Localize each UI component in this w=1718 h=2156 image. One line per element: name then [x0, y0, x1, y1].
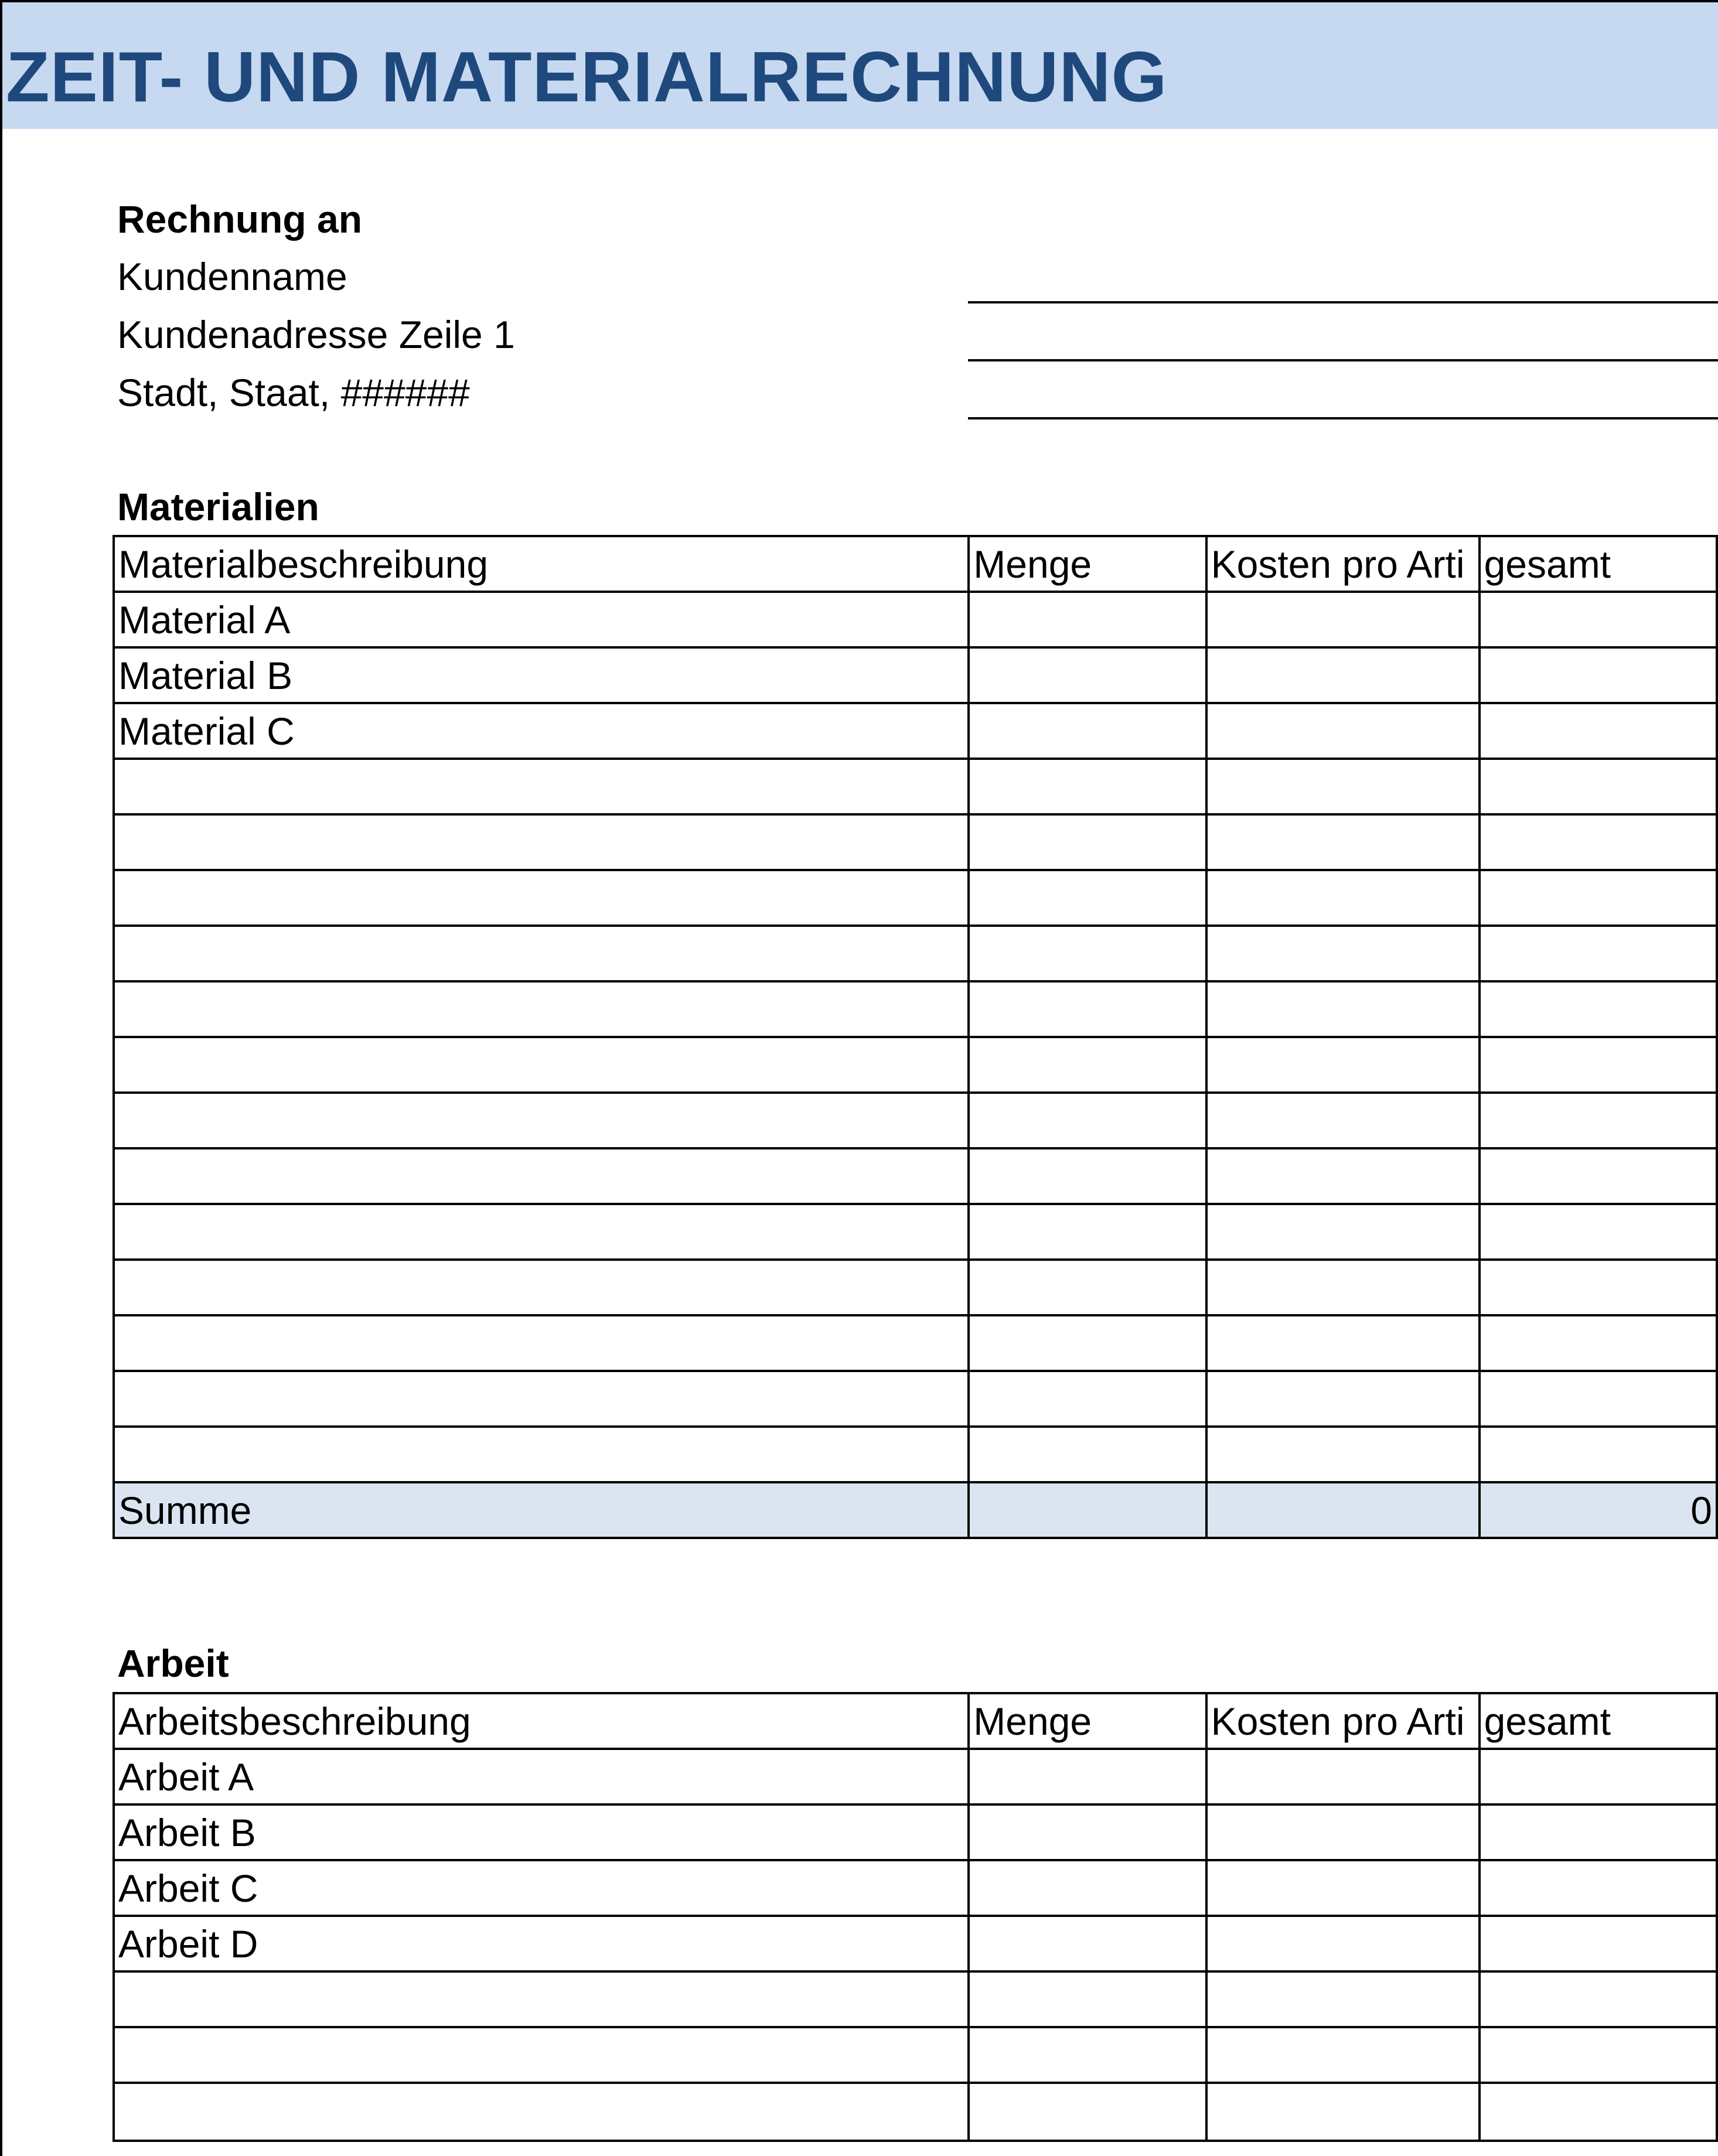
table-cell[interactable] — [1480, 1093, 1717, 1148]
table-cell[interactable] — [1480, 870, 1717, 926]
table-row — [114, 1860, 1717, 1916]
table-cell[interactable] — [1206, 703, 1480, 759]
table-cell[interactable] — [969, 814, 1206, 870]
table-row — [114, 2083, 1717, 2141]
table-cell[interactable] — [114, 1971, 969, 2027]
table-row — [114, 926, 1717, 981]
table-row — [114, 703, 1717, 759]
total-unit-cost — [1206, 1482, 1480, 1538]
table-cell[interactable] — [1480, 1260, 1717, 1315]
table-cell[interactable] — [1206, 1371, 1480, 1427]
table-cell[interactable] — [1206, 1427, 1480, 1482]
table-row — [114, 1315, 1717, 1371]
labor-table — [113, 1692, 1718, 2142]
table-cell[interactable] — [1480, 981, 1717, 1037]
table-cell[interactable] — [114, 1315, 969, 1371]
column-header: Menge — [969, 1693, 1206, 1749]
table-cell[interactable] — [969, 647, 1206, 703]
total-qty — [969, 1482, 1206, 1538]
table-cell[interactable] — [969, 981, 1206, 1037]
table-cell[interactable] — [1480, 592, 1717, 647]
table-row — [114, 1148, 1717, 1204]
table-row — [114, 981, 1717, 1037]
table-cell[interactable]: Material B — [114, 647, 969, 703]
table-cell[interactable] — [1480, 1804, 1717, 1860]
table-cell[interactable] — [969, 2083, 1206, 2141]
title-bar — [2, 2, 1718, 129]
table-cell[interactable] — [969, 1204, 1206, 1260]
table-cell[interactable] — [114, 759, 969, 814]
table-cell[interactable] — [1480, 1204, 1717, 1260]
table-cell[interactable] — [1206, 1204, 1480, 1260]
table-row — [114, 1093, 1717, 1148]
table-cell[interactable] — [969, 1916, 1206, 1971]
table-cell[interactable] — [969, 1260, 1206, 1315]
total-value: 0 — [1480, 1482, 1717, 1538]
table-row — [114, 1804, 1717, 1860]
table-cell[interactable] — [1480, 759, 1717, 814]
table-row — [114, 2027, 1717, 2083]
table-cell[interactable] — [1206, 1260, 1480, 1315]
table-cell[interactable] — [114, 926, 969, 981]
table-cell[interactable] — [1480, 1749, 1717, 1804]
table-cell[interactable]: Arbeit C — [114, 1860, 969, 1916]
table-cell[interactable] — [1206, 981, 1480, 1037]
table-cell[interactable] — [114, 814, 969, 870]
bill-to-line-1[interactable] — [968, 301, 1718, 303]
table-cell[interactable] — [114, 1371, 969, 1427]
table-cell[interactable] — [1480, 703, 1717, 759]
table-cell[interactable] — [114, 870, 969, 926]
table-cell[interactable] — [114, 2027, 969, 2083]
table-cell[interactable] — [1480, 2027, 1717, 2083]
table-cell[interactable] — [1480, 1148, 1717, 1204]
table-cell[interactable] — [1206, 1860, 1480, 1916]
table-cell[interactable] — [969, 703, 1206, 759]
table-cell[interactable] — [114, 1427, 969, 1482]
table-cell[interactable]: Arbeit A — [114, 1749, 969, 1804]
table-cell[interactable] — [969, 1371, 1206, 1427]
materials-table — [113, 535, 1718, 1539]
table-row — [114, 1371, 1717, 1427]
table-cell[interactable]: Arbeit D — [114, 1916, 969, 1971]
table-cell[interactable] — [114, 2083, 969, 2141]
table-row — [114, 1037, 1717, 1093]
table-cell[interactable]: Material C — [114, 703, 969, 759]
labor-heading: Arbeit — [117, 1642, 229, 1685]
table-cell[interactable] — [1206, 1148, 1480, 1204]
table-row — [114, 1427, 1717, 1482]
table-cell[interactable]: Arbeit B — [114, 1804, 969, 1860]
table-row — [114, 759, 1717, 814]
table-cell[interactable] — [969, 2027, 1206, 2083]
table-row — [114, 1749, 1717, 1804]
column-header: Arbeitsbeschreibung — [114, 1693, 969, 1749]
table-cell[interactable] — [1480, 1037, 1717, 1093]
table-cell[interactable] — [1206, 2027, 1480, 2083]
table-row — [114, 814, 1717, 870]
table-cell[interactable] — [969, 1860, 1206, 1916]
table-cell[interactable] — [969, 926, 1206, 981]
table-cell[interactable] — [1206, 759, 1480, 814]
table-cell[interactable] — [1206, 814, 1480, 870]
table-cell[interactable] — [114, 1204, 969, 1260]
customer-city[interactable]: Stadt, Staat, ###### — [117, 371, 470, 414]
table-cell[interactable] — [1206, 647, 1480, 703]
table-cell[interactable] — [969, 1427, 1206, 1482]
table-cell[interactable] — [1206, 1037, 1480, 1093]
column-header: Menge — [969, 536, 1206, 592]
table-cell[interactable] — [114, 1148, 969, 1204]
table-cell[interactable] — [1206, 1804, 1480, 1860]
table-cell[interactable] — [1480, 814, 1717, 870]
bill-to-line-3[interactable] — [968, 417, 1718, 419]
table-cell[interactable] — [969, 592, 1206, 647]
table-cell[interactable] — [1480, 1860, 1717, 1916]
column-header: gesamt — [1480, 1693, 1717, 1749]
bill-to-line-2[interactable] — [968, 359, 1718, 361]
materials-heading: Materialien — [117, 485, 319, 528]
table-cell[interactable] — [1480, 1916, 1717, 1971]
table-row — [114, 1260, 1717, 1315]
table-row — [114, 1916, 1717, 1971]
table-cell[interactable] — [1206, 1093, 1480, 1148]
table-cell[interactable] — [1480, 1315, 1717, 1371]
table-cell[interactable] — [1480, 647, 1717, 703]
table-cell[interactable] — [1206, 870, 1480, 926]
table-cell[interactable] — [969, 1037, 1206, 1093]
column-header: Kosten pro Arti — [1206, 1693, 1480, 1749]
column-header: Materialbeschreibung — [114, 536, 969, 592]
table-row — [114, 1204, 1717, 1260]
table-cell[interactable] — [114, 981, 969, 1037]
table-header-row — [114, 536, 1717, 592]
column-header: Kosten pro Arti — [1206, 536, 1480, 592]
table-cell[interactable] — [1480, 1427, 1717, 1482]
table-cell[interactable] — [1480, 1371, 1717, 1427]
table-cell[interactable] — [969, 1315, 1206, 1371]
total-row — [114, 1482, 1717, 1538]
table-row — [114, 647, 1717, 703]
table-cell[interactable] — [969, 759, 1206, 814]
bill-to-heading: Rechnung an — [117, 197, 363, 241]
table-cell[interactable] — [1206, 1749, 1480, 1804]
table-cell[interactable] — [969, 1971, 1206, 2027]
table-cell[interactable] — [969, 1148, 1206, 1204]
total-label: Summe — [114, 1482, 969, 1538]
table-row — [114, 1971, 1717, 2027]
table-cell[interactable] — [1206, 1971, 1480, 2027]
table-cell[interactable] — [114, 1093, 969, 1148]
table-cell[interactable] — [114, 1260, 969, 1315]
table-row — [114, 870, 1717, 926]
table-cell[interactable] — [1480, 2083, 1717, 2141]
table-cell[interactable] — [1480, 1971, 1717, 2027]
page-title: ZEIT- UND MATERIALRECHNUNG — [6, 37, 1168, 117]
table-cell[interactable] — [1206, 926, 1480, 981]
column-header: gesamt — [1480, 536, 1717, 592]
table-cell[interactable] — [969, 1804, 1206, 1860]
table-cell[interactable] — [969, 1093, 1206, 1148]
table-cell[interactable] — [1206, 1315, 1480, 1371]
table-cell[interactable]: Material A — [114, 592, 969, 647]
table-cell[interactable] — [1206, 1916, 1480, 1971]
customer-address[interactable]: Kundenadresse Zeile 1 — [117, 313, 515, 356]
table-cell[interactable] — [969, 1749, 1206, 1804]
table-cell[interactable] — [969, 870, 1206, 926]
customer-name[interactable]: Kundenname — [117, 255, 347, 298]
table-cell[interactable] — [1206, 592, 1480, 647]
table-row — [114, 592, 1717, 647]
table-cell[interactable] — [1480, 926, 1717, 981]
table-cell[interactable] — [114, 1037, 969, 1093]
table-header-row — [114, 1693, 1717, 1749]
table-cell[interactable] — [1206, 2083, 1480, 2141]
